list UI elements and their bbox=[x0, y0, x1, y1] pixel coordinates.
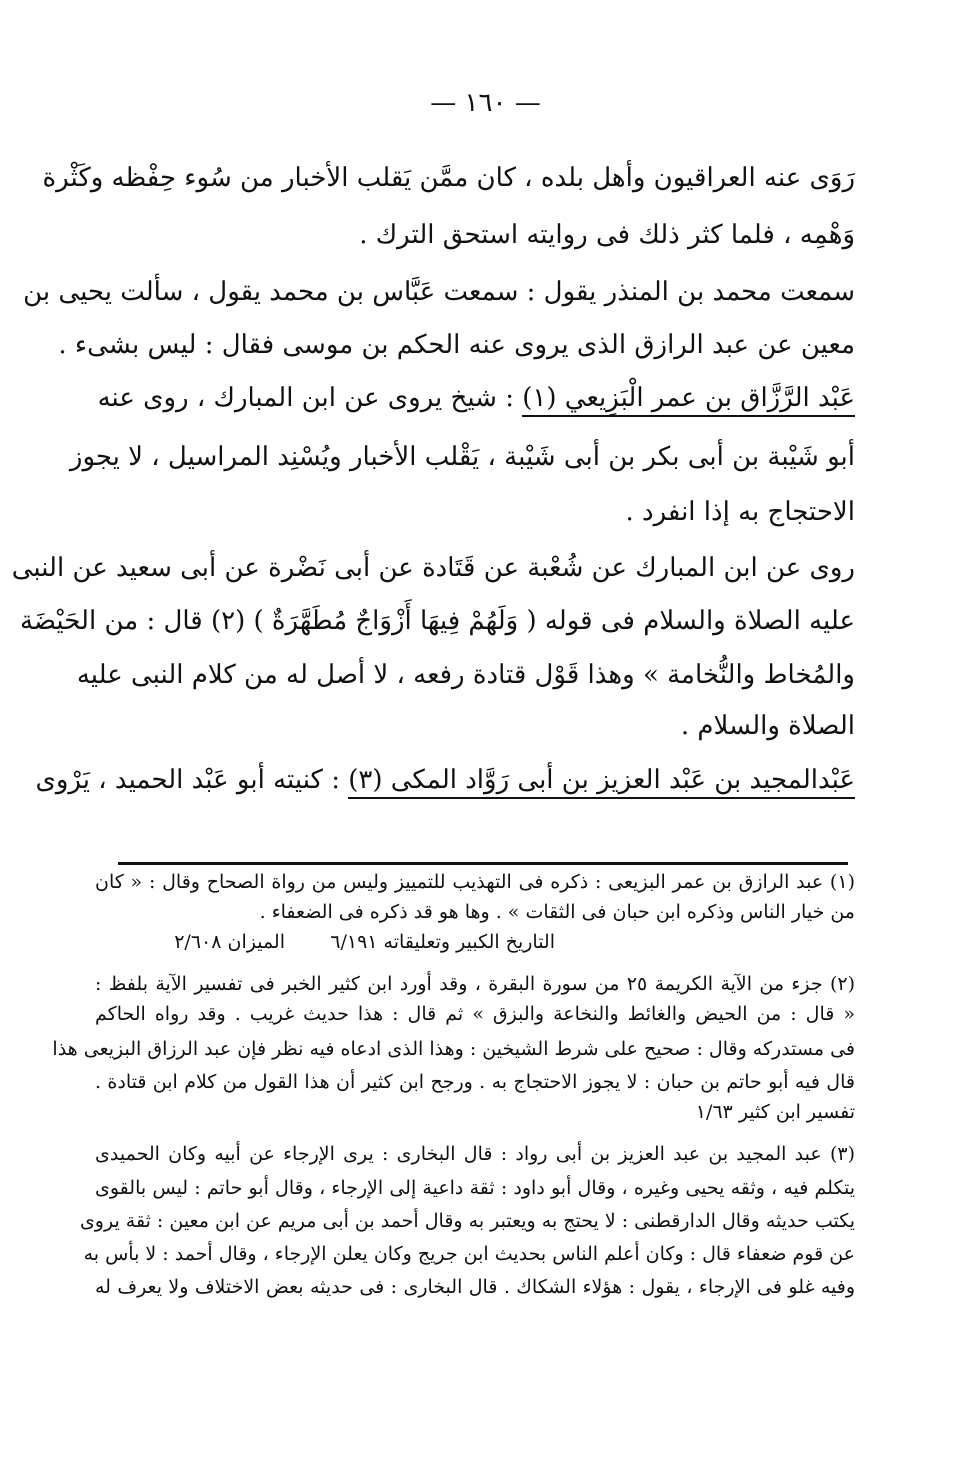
text-line: الاحتجاج به إذا انفرد . bbox=[625, 497, 855, 527]
footnote-line: (٢) جزء من الآية الكريمة ٢٥ من سورة البقرة ، وقد أورد ابن كثير الخبر فى تفسير الآية بلفظ : bbox=[95, 973, 856, 995]
text-line: عليه الصلاة والسلام فى قوله ( وَلَهُمْ فِيهَا أَزْوَاجٌ مُطَهَّرَةٌ ) (٢) قال : من الحَيْضَة bbox=[19, 606, 855, 636]
footnote-line: يتكلم فيه ، وثقه يحيى وغيره ، وقال أبو داود : ثقة داعية إلى الإرجاء ، وقال أبو حاتم : ليس بالقوى bbox=[95, 1177, 855, 1199]
entry-heading: عَبْد الرَّزَّاق بن عمر الْبَزِيعي (١) bbox=[522, 383, 855, 417]
text-line: والمُخاط والنُّخامة » وهذا قَوْل قتادة رفعه ، لا أصل له من كلام النبى عليه bbox=[76, 660, 855, 690]
text-line: الصلاة والسلام . bbox=[680, 711, 855, 741]
citation-source: التاريخ الكبير وتعليقاته ٦/١٩١ bbox=[330, 931, 555, 953]
entry-heading: عَبْدالمجيد بن عَبْد العزيز بن أبى رَوَّاد المكى (٣) bbox=[348, 765, 855, 799]
text-line: معين عن عبد الرازق الذى يروى عنه الحكم بن موسى فقال : ليس بشىء . bbox=[58, 330, 855, 360]
text-line: روى عن ابن المبارك عن شُعْبة عن قَتَادة عن أبى نَضْرة عن أبى سعيد عن النبى bbox=[11, 553, 855, 583]
footnote-line: فى مستدركه وقال : صحيح على شرط الشيخين : وهذا الذى ادعاه فيه نظر فإن عبد الرزاق البزيعى هذا bbox=[52, 1038, 855, 1060]
footnote-line: « قال : من الحيض والغائط والنخاعة والبزق » ثم قال : هذا حديث غريب . وقد رواه الحاكم bbox=[95, 1003, 855, 1025]
citation-source: الميزان ٢/٦٠٨ bbox=[174, 931, 285, 953]
footnote-line: وفيه غلو فى الإرجاء ، يقول : هؤلاء الشكاك . قال البخارى : فى حديثه بعض الاختلاف ولا يعرف له bbox=[95, 1276, 855, 1298]
footnote-line: يكتب حديثه وقال الدارقطنى : لا يحتج به ويعتبر به وقال أحمد بن أبى مريم عن ابن معين : ثقة يروى bbox=[79, 1210, 855, 1232]
entry-text: : كنيته أبو عَبْد الحميد ، يَرْوى bbox=[35, 765, 349, 795]
footnote-separator bbox=[118, 862, 848, 865]
entry-line bbox=[98, 378, 855, 418]
text-line: سمعت محمد بن المنذر يقول : سمعت عَبَّاس بن محمد يقول ، سألت يحيى بن bbox=[23, 277, 855, 307]
entry-text: : شيخ يروى عن ابن المبارك ، روى عنه bbox=[97, 383, 523, 413]
footnote-line: (١) عبد الرازق بن عمر البزيعى : ذكره فى التهذيب للتمييز وليس من رواة الصحاح وقال : « كان bbox=[95, 871, 855, 893]
text-line: وَهْمِه ، فلما كثر ذلك فى روايته استحق الترك . bbox=[359, 220, 855, 250]
text-line: أبو شَيْبة بن أبى بكر بن أبى شَيْبة ، يَقْلب الأخبار ويُسْنِد المراسيل ، لا يجوز bbox=[69, 442, 855, 472]
text-line: رَوَى عنه العراقيون وأهل بلده ، كان ممَّن يَقلب الأخبار من سُوء حِفْظه وكَثْرة bbox=[42, 163, 855, 193]
footnote-line: عن قوم ضعفاء قال : وكان أعلم الناس بحديث ابن جريج وكان يعلن الإرجاء ، وقال أحمد : لا بأس به bbox=[83, 1243, 855, 1265]
page-number: — ١٦٠ — bbox=[430, 88, 541, 118]
footnote-line: (٣) عبد المجيد بن عبد العزيز بن أبى رواد : قال البخارى : يرى الإرجاء عن أبيه وكان الحميدى bbox=[95, 1143, 855, 1165]
footnote-line: قال فيه أبو حاتم بن حبان : لا يجوز الاحتجاج به . ورجح ابن كثير أن هذا القول من كلام ابن قتادة . bbox=[95, 1071, 855, 1093]
footnote-line: من خيار الناس وذكره ابن حبان فى الثقات » . وها هو قد ذكره فى الضعفاء . bbox=[259, 901, 855, 923]
footnote-line: تفسير ابن كثير ١/٦٣ bbox=[695, 1101, 855, 1123]
entry-line bbox=[36, 760, 855, 800]
